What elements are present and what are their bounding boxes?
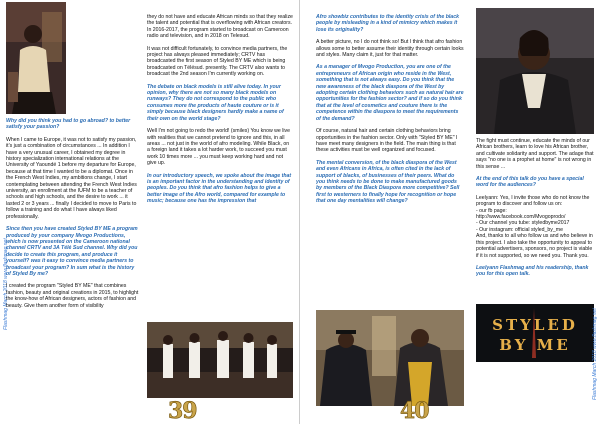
left-col2-p0: they do not have and educate African minds so that they realize the talent and potential that is overflowing with African creators. In 2016-2017, the program started to broadcast on Cameroon radio and television, and in 2018 on Telesud. bbox=[147, 14, 293, 40]
left-col1-p1: When I came to Europe, it was not to satisfy my passion, it's just a combination of circumstances ... In addition I have a very unusual career, I obtained my degree in history specialization international relations at the University of Yaoundé 1 before my departure for Europe, because at that time I wanted to be a diplomat. Once in the French West Indies, my ambitions change, I start contemplating between attending the French West Indies university, an enrollment at the IUFM to be a teacher of schools and high schools, and the desire to work ... it lasted 2 or 3 years ... finally I decided to move to Paris to follow a training and do what I have always liked professionally. bbox=[6, 136, 137, 220]
left-col1-p3: I created the program "Styled BY ME" that combines fashion, beauty and original creations in 2015, to highlight the know-how of African designers, actors of fashion and beauty. Give them another form of visibility bbox=[6, 283, 139, 309]
left-col1-p2: Since then you have created Styled BY ME a program produced by your company Mvogo Productions, which is now presented on the Cameroon national channel CRTV and 3A Télé Sud channel. Why did you decide to create this program, and produce it yourself? was it easy to convince media partners to broadcast your program? In sum what is the history of Styled By me? bbox=[6, 226, 138, 277]
photo-graduation-ceremony bbox=[316, 310, 464, 406]
left-col2-p3: Well I'm not going to redo the world! (smiles) You know we live with realities that we cannot pretend to ignore and this, in all areas ... not just in the world of afro modeling. While Black, on a foreign land it takes a lot harder work, to succeed you must work 10 times more ... you must keep working hard and not give up. bbox=[147, 128, 291, 167]
right-col1-p1: A better picture, no I do not think so! But I think that afro fashion allows some to better assume their identity through certain looks and styles. Many claim it, just for that matter. bbox=[316, 39, 464, 59]
photo-guest-portrait bbox=[476, 8, 594, 134]
right-page bbox=[300, 0, 600, 424]
left-page-number: 39 bbox=[168, 398, 197, 424]
photo-host-on-set bbox=[6, 2, 66, 114]
right-side-caption: Flashmag March 2018 www.flashmag.net bbox=[592, 308, 598, 400]
left-col2-p2: The debate on black models is still alive today. In your opinion, why there are not so many black models on runways? They do not correspond to the public who consumes more the products of haute couture or is it simply because black designers hardly make a name of their own on the world stage? bbox=[147, 83, 284, 122]
left-col2-p1: It was not difficult fortunately, to convince media partners, the project has always pleased immediately; CRTV has broadcasted the first season of Styled BY ME which is being broadcasted on Télésud. presently. The CRTV also wants to broadcast the 2nd season I'm currently working on. bbox=[147, 45, 288, 78]
right-col2-p2: Leelyann: Yes, I invite those who do not know the program to discover and follow us on: - our fb page: http://www.facebook.com/Mvogoprodo/ - Our channel you tube: styledbyme2017 - Our instagram: official styled_by_me And, thanks to all who follow us and who believe in this project. I also take the opportunity to appeal to potential advertisers, sponsors, no project is viable if it is not supported, so we need you. Thank you. bbox=[476, 194, 593, 259]
left-col1-p0: Why did you think you had to go abroad? to better satisfy your passion? bbox=[6, 118, 131, 131]
left-page-col1 bbox=[6, 118, 140, 418]
right-col2-p0: The fight must continue, educate the minds of our African brothers, learn to love his African brother, and cultivate solidarity and support. The adage that says "no one is a prophet at home" is not wrong in this sense ... bbox=[476, 138, 594, 170]
right-page-col2 bbox=[476, 138, 594, 300]
left-col2-p4: In our introductory speech, we spoke about the image that is an important factor in the understanding and identity of peoples. Do you think that afro fashion helps to give a better image of the Afro world, compared for example to music; because one has the impression that bbox=[147, 172, 292, 205]
right-col1-p2: As a manager of Mvogo Production, you are one of the entrepreneurs of African origin who reside in the West, something that is not always easy. Do you think that the new awareness of the black diaspora of the West by adopting certain clothing behaviors such as natural hair are opportunities for the fashion sector? and if so do you think that at the level of cosmetics and couture there is the competence within the diaspora to meet the requirements of the demand? bbox=[316, 64, 464, 122]
right-col2-p1: At the end of this talk do you have a special word for the audiences? bbox=[476, 176, 584, 189]
styled-by-me-logo bbox=[476, 304, 594, 362]
svg-text:STYLED: STYLED bbox=[492, 316, 578, 334]
photo-fashion-show-runway bbox=[147, 322, 293, 398]
right-col2-p3: Leelyann Flashmag and his readership, thank you for this open talk. bbox=[476, 264, 589, 278]
svg-text:BY ME: BY ME bbox=[499, 336, 571, 354]
left-side-caption: Flashmag March 2018 www.flashmag.net bbox=[3, 238, 9, 330]
right-col1-p0: Afro showbiz contributes to the identity crisis of the black people by misleading in a kind of mimicry which makes it lose its originality? bbox=[316, 14, 459, 33]
left-page-col2 bbox=[147, 14, 293, 318]
right-page-col1 bbox=[316, 14, 464, 314]
right-col1-p3: Of course, natural hair and certain clothing behaviors bring opportunities in the fashion sector. Only with "Styled BY ME" I have meet many designers in the field. The main thing is that these activities must be well organized and focused. bbox=[316, 128, 458, 154]
right-col1-p4: The mental conversion, of the black diaspora of the West and even Africans in Africa, is often cited in the lack of support of blacks, of businesses of their peers. What do you think needs to be done to make manufactured goods by members of the Black Diaspora more competitive? Sell first to westerners to finally hope for recognition or hope that one day mentalities will change? bbox=[316, 159, 460, 205]
right-page-number: 40 bbox=[400, 398, 429, 424]
